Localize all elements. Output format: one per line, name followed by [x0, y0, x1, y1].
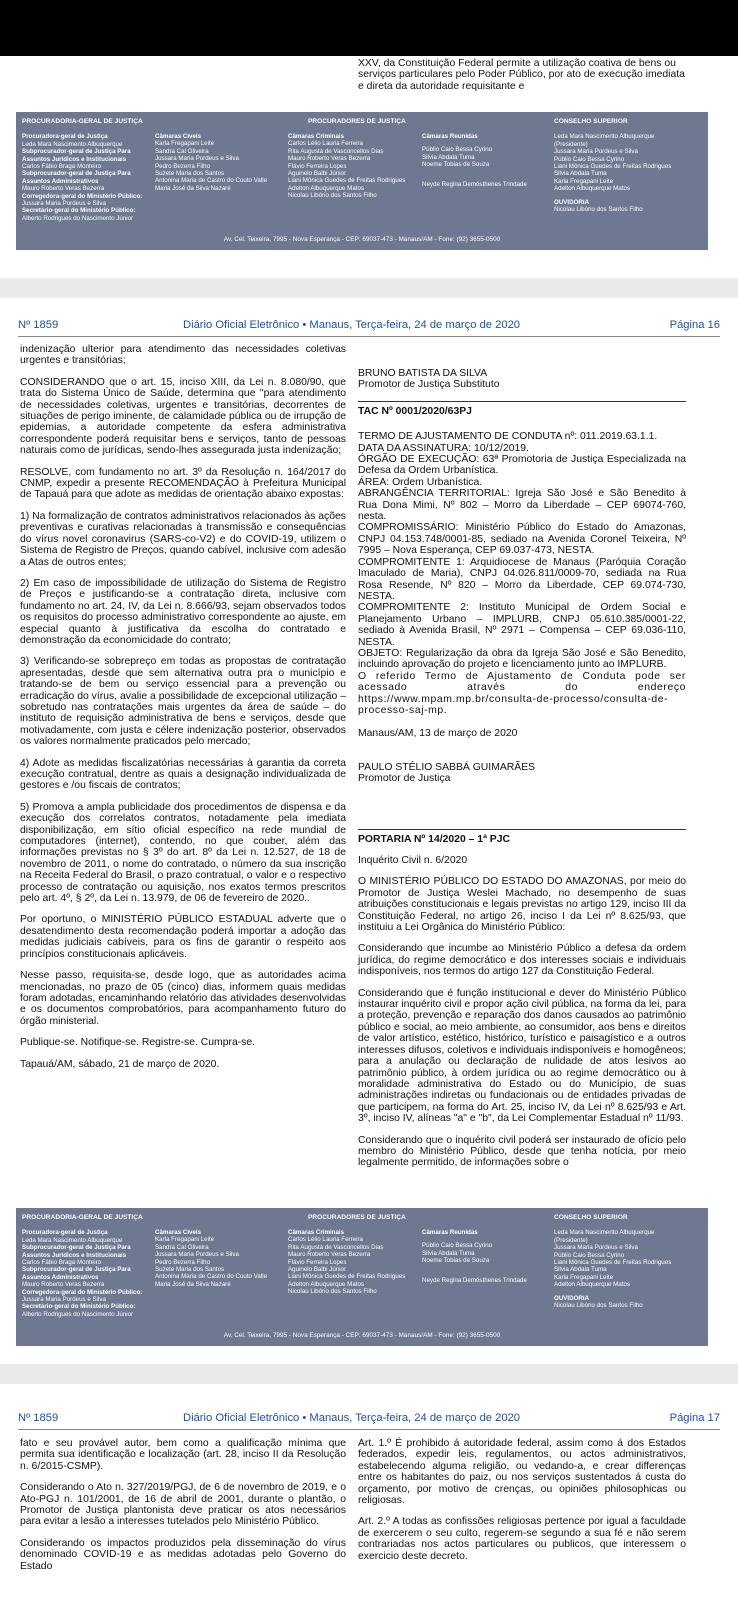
tac-title: TAC Nº 0001/2020/63PJ — [358, 405, 472, 417]
tac-line: OBJETO: Regularização da obra da Igreja São José e São Benedito, incluindo aprovação do projeto e licenciamento junto ao IMPLURB. — [358, 647, 686, 671]
footer-camaras-criminais: Câmaras Criminais Carlos Lélio Lauria Ferreira Rita Augusta de Vasconcellos Dias Mauro Roberto Veras Bezerra Flávio Ferreira Lopes Aguinelo Balbi Júnior Liani Mônica Guedes de Freitas Rodrigues Adelton Albuquerque Matos Nicolau Libório dos Santos Filho — [288, 1229, 406, 1296]
page-16 — [0, 298, 738, 1364]
paragraph: Por oportuno, o MINISTÉRIO PÚBLICO ESTADUAL adverte que o desatendimento desta recomendação poderá importar a adoção das medidas judiciais cabíveis, para os fins de garantir o respeito aos princípios constitucionais aplicáveis. — [20, 914, 346, 960]
institutional-footer — [16, 1208, 708, 1346]
paragraph: Considerando os impactos produzidos pela disseminação do vírus denominado COVID-19 e as medidas adotadas pelo Governo do Estado — [20, 1537, 346, 1572]
text-line: e direta da autoridade requisitante e — [358, 80, 525, 92]
header-divider — [18, 1429, 720, 1430]
edition-number: Nº 1859 — [18, 319, 59, 331]
page-header — [18, 319, 720, 335]
paragraph: 3) Verificando-se sobrepreço em todas as propostas de contratação apresentadas, desde que sem alternativa outra pra o município e tratando-se de bem ou serviço essencial para a prevenção ou erradicação do vírus, avalie a possibilidade de excepcional utilização – sobretudo nas contratações mais urgentes da área de saúde – do instituto de requisição administrativa de bens e serviços, desde que motivadamente, com justa e célere indenização posterior, observados os valores normalmente praticados pelo mercado; — [20, 656, 346, 748]
footer-camaras-civeis: Câmaras Cíveis Karla Fregapani Leite Sandra Cal Oliveira Jussara Maria Pordeus e Silva Pedro Bezerra Filho Suzete Maria dos Santos Antonina Maria de Castro do Couto Valle Maria José da Silva Nazaré — [155, 133, 268, 192]
page-15-bottom — [0, 56, 738, 278]
paragraph: indenização ulterior para atendimento das necessidades coletivas urgentes e transitórias; — [20, 344, 346, 367]
paragraph: fato e seu provável autor, bem como a qualificação mínima que permita sua identificação e localização (art. 28, inciso II da Resolução n. 6/2015-CSMP). — [20, 1438, 346, 1472]
signature-name: BRUNO BATISTA DA SILVA — [358, 368, 488, 379]
signature-name: PAULO STÉLIO SABBÁ GUIMARÃES — [358, 761, 536, 773]
footer-camaras-reunidas: Câmaras Reunidas Públio Caio Bessa Cyrino Silvia Abdala Tuma Noeme Tobias de Souza Neyde Regina Demósthenes Trindade — [422, 1229, 527, 1284]
paragraph: 2) Em caso de impossibilidade de utilização do Sistema de Registro de Preços e justificando-se a contratação direta, inclusive com fundamento no art. 24, IV, da Lei n. 8.666/93, sejam observados todos os requisitos do processo administrativo correspondente ao ajuste, em especial quanto à justificativa da escolha do contratado e demonstração da economicidade do contrato; — [20, 577, 346, 646]
page-number: Página 17 — [669, 1412, 720, 1424]
paragraph: CONSIDERANDO que o art. 15, inciso XIII, da Lei n. 8.080/90, que trata do Sistema Único de Saúde, determina que "para atendimento de necessidades coletivas, urgentes e transitórias, decorrentes de situações de perigo iminente, de calamidade pública ou de irrupção de epidemias, a autoridade competente da esfera administrativa correspondente poderá requisitar bens e serviços, tanto de pessoas naturais como de jurídicas, sendo-lhes assegurada justa indenização; — [20, 376, 346, 457]
section-divider — [358, 401, 686, 402]
journal-title: Diário Oficial Eletrônico • Manaus, Terça-feira, 24 de março de 2020 — [183, 1412, 521, 1424]
page-17 — [0, 1384, 738, 1600]
footer-camaras-criminais: Câmaras Criminais Carlos Lélio Lauria Ferreira Rita Augusta de Vasconcellos Dias Mauro Roberto Veras Bezerra Flávio Ferreira Lopes Aguinelo Balbi Júnior Liani Mônica Guedes de Freitas Rodrigues Adelton Albuquerque Matos Nicolau Libório dos Santos Filho — [288, 133, 406, 200]
portaria-title: PORTARIA Nº 14/2020 – 1ª PJC — [358, 833, 511, 845]
footer-conselho-superior: CONSELHO SUPERIOR Leda Mara Nascimento Albuquerque (Presidente) Jussara Maria Pordeus e Silva Públio Caio Bessa Cyrino Liani Mônica Guedes de Freitas Rodrigues Silvia Abdala Tuma Karla Fregapani Leite Adelton Albuquerque Matos OUVIDORIA Nicolau Libório dos Santos Filho — [554, 1214, 672, 1310]
paragraph: Considerando o Ato n. 327/2019/PGJ, de 6 de novembro de 2019, e o Ato-PGJ n. 101/2001, de 16 de abril de 2001, durante o plantão, o Promotor de Justiça plantonista deve praticar os atos necessários para evitar a lesão a interesses tutelados pelo Ministério Público. — [20, 1482, 346, 1528]
paragraph: Publique-se. Notifique-se. Registre-se. Cumpra-se. — [20, 1037, 256, 1049]
paragraph: Considerando que incumbe ao Ministério Público a defesa da ordem jurídica, do regime democrático e dos interesses sociais e individuais indisponíveis, nos termos do artigo 127 da Constituição Federal. — [358, 943, 686, 978]
footer-procuradoria: PROCURADORIA-GERAL DE JUSTIÇA Procuradora-geral de Justiça Leda Mara Nascimento Albuquerque Subprocurador-geral de Justiça Para Assuntos Jurídicos e Institucionais Carlos Fábio Braga Monteiro Subprocurador-geral de Justiça Para Assuntos Administrativos Mauro Roberto Veras Bezerra Corregedora-geral do Ministério Público: Jussara Maria Pordeus e Silva Secretário-geral do Ministério Público: Alberto Rodrigues do Nascimento Júnior — [22, 1214, 143, 1318]
signature-role: Promotor de Justiça — [358, 773, 451, 785]
tac-line: DATA DA ASSINATURA: 10/12/2019. — [358, 442, 529, 454]
footer-procuradoria: PROCURADORIA-GERAL DE JUSTIÇA Procuradora-geral de Justiça Leda Mara Nascimento Albuquerque Subprocurador-geral de Justiça Para Assuntos Jurídicos e Institucionais Carlos Fábio Braga Monteiro Subprocurador-geral de Justiça Para Assuntos Administrativos Mauro Roberto Veras Bezerra Corregedora-geral do Ministério Público: Jussara Maria Pordeus e Silva Secretário-geral do Ministério Público: Alberto Rodrigues do Nascimento Júnior — [22, 118, 143, 222]
footer-address: Av. Cel. Teixeira, 7995 - Nova Esperança - CEP: 69037-473 - Manaus/AM - Fone: (92) 3655-0500 — [223, 236, 501, 243]
paragraph: O MINISTÉRIO PÚBLICO DO ESTADO DO AMAZONAS, por meio do Promotor de Justiça Weslei Machado, no desempenho de suas atribuições constitucionais e legais previstas no artigo 129, inciso III da Constituição Federal, no artigo 26, inciso I da Lei nº 8.625/93, que instituiu a Lei Orgânica do Ministério Público: — [358, 876, 686, 934]
edition-number: Nº 1859 — [18, 1412, 59, 1424]
text-line: serviços particulares pelo Poder Público, por ato de execução imediata — [358, 69, 685, 81]
paragraph: Nesse passo, requisita-se, desde logo, que as autoridades acima mencionadas, no prazo de 05 (cinco) dias, informem quais medidas foram adotadas, encaminhando relatório das atividades desenvolvidas e os documentos comprobatórios, para acompanhamento futuro do órgão ministerial. — [20, 970, 346, 1027]
paragraph: Art. 2.º A todas as confissões religiosas pertence por igual a faculdade de exercerem o seu culto, regerem-se segundo a sua fé e não serem contrariadas nos actos particulares ou publicos, que interessem o exercicio deste decreto. — [358, 1516, 686, 1562]
paragraph: 1) Na formalização de contratos administrativos relacionados às ações preventivas e curativas relacionadas à transmissão e consequências do vírus novel coronavirus (SARS-co-V2) e do COVID-19, utilizem o Sistema de Registro de Preços, quando cabível, inclusive com adesão a Atas de outros entes; — [20, 510, 346, 568]
inquerito-label: Inquérito Civil n. 6/2020 — [358, 855, 468, 866]
footer-address: Av. Cel. Teixeira, 7995 - Nova Esperança - CEP: 69037-473 - Manaus/AM - Fone: (92) 3655-0500 — [223, 1332, 501, 1339]
footer-camaras-reunidas: Câmaras Reunidas Públio Caio Bessa Cyrino Silvia Abdala Tuma Noeme Tobias de Souza Neyde Regina Demósthenes Trindade — [422, 133, 527, 188]
text-line: XXV, da Constituição Federal permite a utilização coativa de bens ou — [358, 58, 676, 69]
tac-line: COMPROMITENTE 2: Instituto Municipal de Ordem Social e Planejamento Urbano – IMPLURB, CNPJ 05.610.385/0001-22, sediado à Avenida Brasil, Nº 2971 – Compensa – CEP 69.036-110, NESTA. — [358, 602, 686, 648]
tac-line: O referido Termo de Ajustamento de Conduta pode ser acessado através do endereço https://www.mpam.mp.br/consulta-de-processo/consulta-de-processo-saj-mp. — [358, 670, 686, 716]
tac-line: ABRANGÊNCIA TERRITORIAL: Igreja São José e São Benedito à Rua Dona Mimi, Nº 802 – Morro da Liberdade – CEP 69074-760, nesta. — [358, 488, 686, 523]
left-column — [20, 1438, 346, 1582]
tac-line: COMPROMITENTE 1: Arquidiocese de Manaus (Paróquia Coração Imaculado de Maria), CNPJ 04.026.811/0009-70, sediada na Rua Rosa Resende, Nº 820 – Morro da Liberdade, CEP 69.074-730, NESTA. — [358, 556, 686, 602]
right-column — [358, 1438, 686, 1572]
tac-date: Manaus/AM, 13 de março de 2020 — [358, 728, 518, 740]
page-15-tail-text — [358, 58, 690, 92]
paragraph: Art. 1.º É prohibido á autoridade federal, assim como á dos Estados federados, expedir leis, regulamentos, ou actos administrativos, estabelecendo alguma religião, ou vedando-a, e crear differenças entre os habitantes do paiz, ou nos serviços sustentados á custa do orçamento, por motivo de crenças, ou opiniões philosophicas ou religiosas. — [358, 1438, 686, 1507]
right-column — [358, 368, 686, 1179]
paragraph: RESOLVE, com fundamento no art. 3º da Resolução n. 164/2017 do CNMP, expedir a presente RECOMENDAÇÃO à Prefeitura Municipal de Tapauá para que adote as medidas de orientação abaixo expostas: — [20, 466, 346, 501]
journal-title: Diário Oficial Eletrônico • Manaus, Terça-feira, 24 de março de 2020 — [183, 319, 521, 331]
paragraph: Considerando que o inquérito civil poderá ser instaurado de ofício pelo membro do Ministério Público, desde que tenha notícia, por meio legalmente permitido, de informações sobre o — [358, 1134, 686, 1169]
tac-line: COMPROMISSÁRIO: Ministério Público do Estado do Amazonas, CNPJ 04.153.748/0001-85, sediado na Avenida Coronel Teixeira, Nº 7995 – Nova Esperança, CEP 69.037-473, NESTA. — [358, 522, 686, 557]
paragraph: Considerando que é função institucional e dever do Ministério Público instaurar inquérito civil e propor ação civil pública, na forma da lei, para a proteção, prevenção e reparação dos danos causados ao patrimônio público e social, ao meio ambiente, ao consumidor, aos bens e direitos de valor artístico, estético, histórico, turístico e paisagístico e a outros interesses difusos, coletivos e individuais indisponíveis e homogêneos; para a anulação ou declaração de nulidade de atos lesivos ao patrimônio público, à ordem jurídica ou ao regime democrático ou à moralidade administrativa do Estado ou do Município, de suas administrações indiretas ou fundacionais ou de entidades privadas de que participem, na forma do Art. 25, inciso IV, da Lei nº 8.625/93 e Art. 3º, inciso IV, alíneas "a" e "b", da Lei Complementar Estadual nº 11/93. — [358, 987, 686, 1125]
header-divider — [18, 336, 720, 337]
tac-line: ÁREA: Ordem Urbanística. — [358, 476, 483, 488]
left-column — [20, 344, 346, 1080]
footer-camaras-civeis: Câmaras Cíveis Karla Fregapani Leite Sandra Cal Oliveira Jussara Maria Pordeus e Silva Pedro Bezerra Filho Suzete Maria dos Santos Antonina Maria de Castro do Couto Valle Maria José da Silva Nazaré — [155, 1229, 268, 1288]
signature-role: Promotor de Justiça Substituto — [358, 379, 500, 391]
paragraph: 5) Promova a ampla publicidade dos procedimentos de dispensa e da execução dos correlatos contratos, notadamente pela imediata disponibilização, em sítio oficial específico na rede mundial de computadores (internet), contendo, no que couber, além das informações previstas no § 3º do art. 8º da Lei n. 12.527, de 18 de novembro de 2011, o nome do contratado, o número da sua inscrição na Receita Federal do Brasil, o prazo contratual, o valor e o respectivo processo de contratação ou aquisição, nos exatos termos prescritos pelo art. 4º, § 2º, da Lei n. 13.979, de 06 de fevereiro de 2020.. — [20, 801, 346, 905]
institutional-footer — [16, 112, 708, 250]
top-black-bar — [0, 0, 738, 56]
section-divider — [358, 829, 686, 830]
tac-line: TERMO DE AJUSTAMENTO DE CONDUTA nº: 011.2019.63.1.1. — [358, 431, 658, 443]
page-number: Página 16 — [669, 319, 720, 331]
paragraph: Tapauá/AM, sábado, 21 de março de 2020. — [20, 1058, 220, 1070]
footer-procuradores-title: PROCURADORES DE JUSTIÇA — [308, 1214, 406, 1221]
page-header — [18, 1412, 720, 1428]
paragraph: 4) Adote as medidas fiscalizatórias necessárias à garantia da correta execução contratual, dentre as quais a designação individualizada de gestores e /ou fiscais de contratos; — [20, 757, 346, 792]
footer-procuradores-title: PROCURADORES DE JUSTIÇA — [308, 118, 406, 125]
tac-line: ÓRGÃO DE EXECUÇÃO: 63ª Promotoria de Justiça Especializada na Defesa da Ordem Urbanística. — [358, 454, 686, 477]
tac-body — [358, 431, 686, 716]
footer-conselho-superior: CONSELHO SUPERIOR Leda Mara Nascimento Albuquerque (Presidente) Jussara Maria Pordeus e Silva Públio Caio Bessa Cyrino Liani Mônica Guedes de Freitas Rodrigues Silvia Abdala Tuma Karla Fregapani Leite Adelton Albuquerque Matos OUVIDORIA Nicolau Libório dos Santos Filho — [554, 118, 672, 214]
